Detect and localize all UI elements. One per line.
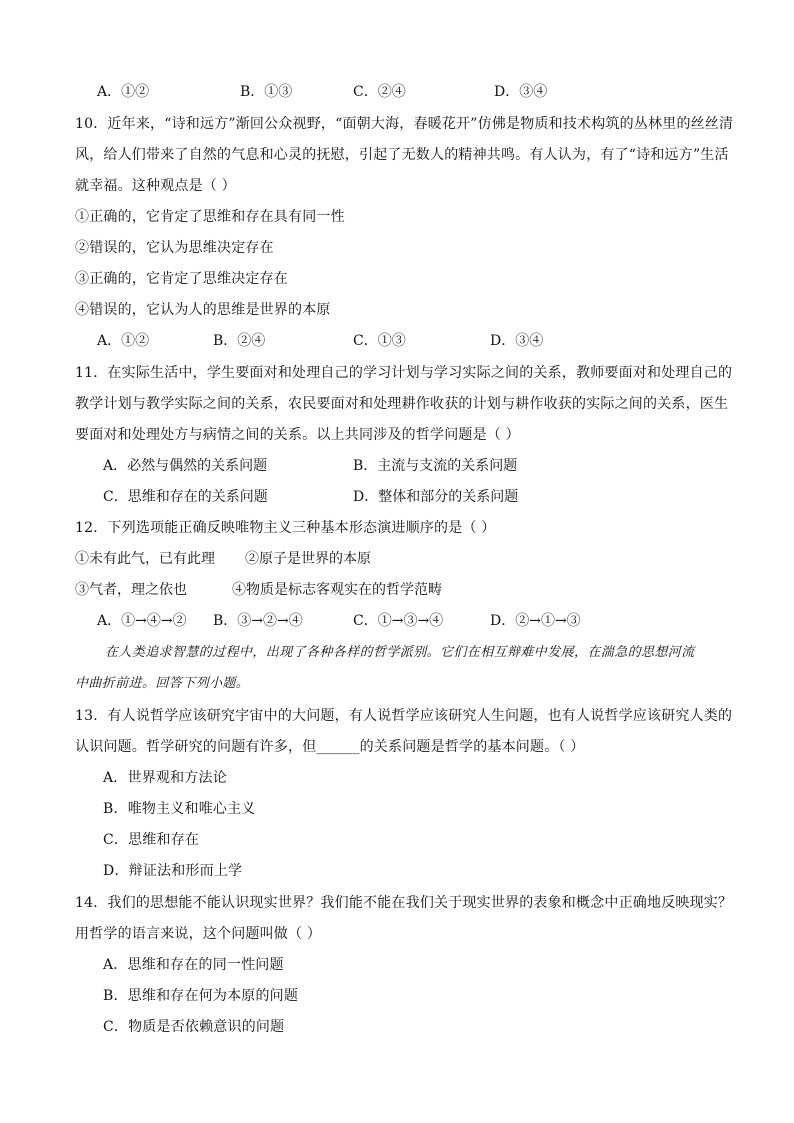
option-b: B．唯物主义和唯心主义 xyxy=(103,801,256,817)
question-10-statement-1: ①正确的，它肯定了思维和存在具有同一性 xyxy=(75,209,345,225)
intro-line-2: 中曲折前进。回答下列小题。 xyxy=(75,676,250,691)
question-10-statement-2: ②错误的，它认为思维决定存在 xyxy=(75,240,274,256)
option-d: D．整体和部分的关系问题 xyxy=(353,489,519,505)
question-12-statement-3: ③气者，理之依也 xyxy=(75,582,187,598)
question-10-statement-4: ④错误的，它认为人的思维是世界的本原 xyxy=(75,302,331,318)
question-10-text-line-3: 就幸福。这种观点是（ ） xyxy=(75,178,236,194)
option-c: C．①→③→④ xyxy=(353,613,444,629)
option-d: D．③④ xyxy=(494,84,548,100)
option-d: D．②→①→③ xyxy=(490,613,581,629)
question-12-statement-2: ②原子是世界的本原 xyxy=(245,551,371,567)
option-c: C．思维和存在的关系问题 xyxy=(103,489,268,505)
question-11-text-line-3: 要面对和处理处方与病情之间的关系。以上共同涉及的哲学问题是（ ） xyxy=(75,427,520,443)
question-10-statement-3: ③正确的，它肯定了思维决定存在 xyxy=(75,271,288,287)
question-10-text-line-2: 风，给人们带来了自然的气息和心灵的抚慰，引起了无数人的精神共鸣。有人认为，有了“诗和远方”生活 xyxy=(75,147,729,163)
option-b: B．①③ xyxy=(240,84,293,100)
option-c: C．思维和存在 xyxy=(103,832,200,848)
option-a: A．世界观和方法论 xyxy=(103,770,227,786)
option-c: C．物质是否依赖意识的问题 xyxy=(103,1019,285,1035)
option-b: B．主流与支流的关系问题 xyxy=(353,458,518,474)
intro-line-1: 在人类追求智慧的过程中，出现了各种各样的哲学派别。它们在相互辩难中发展，在湍急的思想河流 xyxy=(105,645,695,660)
option-b: B．③→②→④ xyxy=(213,613,303,629)
option-a: A．①② xyxy=(97,84,150,100)
question-14-text-line-1: 14．我们的思想能不能认识现实世界？我们能不能在我们关于现实世界的表象和概念中正确地反映现实？ xyxy=(75,895,733,911)
option-a: A．①→④→② xyxy=(97,613,187,629)
option-a: A．①② xyxy=(97,333,150,349)
option-b: B．思维和存在何为本原的问题 xyxy=(103,988,299,1004)
option-c: C．①③ xyxy=(353,333,406,349)
question-13-text-line-2: 认识问题。哲学研究的问题有许多，但______的关系问题是哲学的基本问题。（ ） xyxy=(75,739,585,755)
option-d: D．辩证法和形而上学 xyxy=(103,863,243,879)
question-11-text-line-2: 教学计划与教学实际之间的关系，农民要面对和处理耕作收获的计划与耕作收获的实际之间的关系，医生 xyxy=(75,396,729,412)
question-14-text-line-2: 用哲学的语言来说，这个问题叫做（ ） xyxy=(75,926,322,942)
option-d: D．③④ xyxy=(490,333,544,349)
question-11-text-line-1: 11．在实际生活中，学生要面对和处理自己的学习计划与学习实际之间的关系，教师要面对和处理自己的 xyxy=(75,365,733,381)
question-12-statement-1: ①未有此气，已有此理 xyxy=(75,551,215,567)
option-b: B．②④ xyxy=(213,333,266,349)
option-c: C．②④ xyxy=(353,84,406,100)
option-a: A．思维和存在的同一性问题 xyxy=(103,957,284,973)
question-10-text-line-1: 10．近年来，“诗和远方”渐回公众视野，“面朝大海，春暖花开”仿佛是物质和技术构筑的丛林里的丝丝清 xyxy=(75,116,734,132)
question-12-text: 12．下列选项能正确反映唯物主义三种基本形态演进顺序的是（ ） xyxy=(75,520,496,536)
question-13-text-line-1: 13．有人说哲学应该研究宇宙中的大问题，有人说哲学应该研究人生问题，也有人说哲学应该研究人类的 xyxy=(75,708,733,724)
option-a: A．必然与偶然的关系问题 xyxy=(103,458,268,474)
question-12-statement-4: ④物质是标志客观实在的哲学范畴 xyxy=(232,582,442,598)
